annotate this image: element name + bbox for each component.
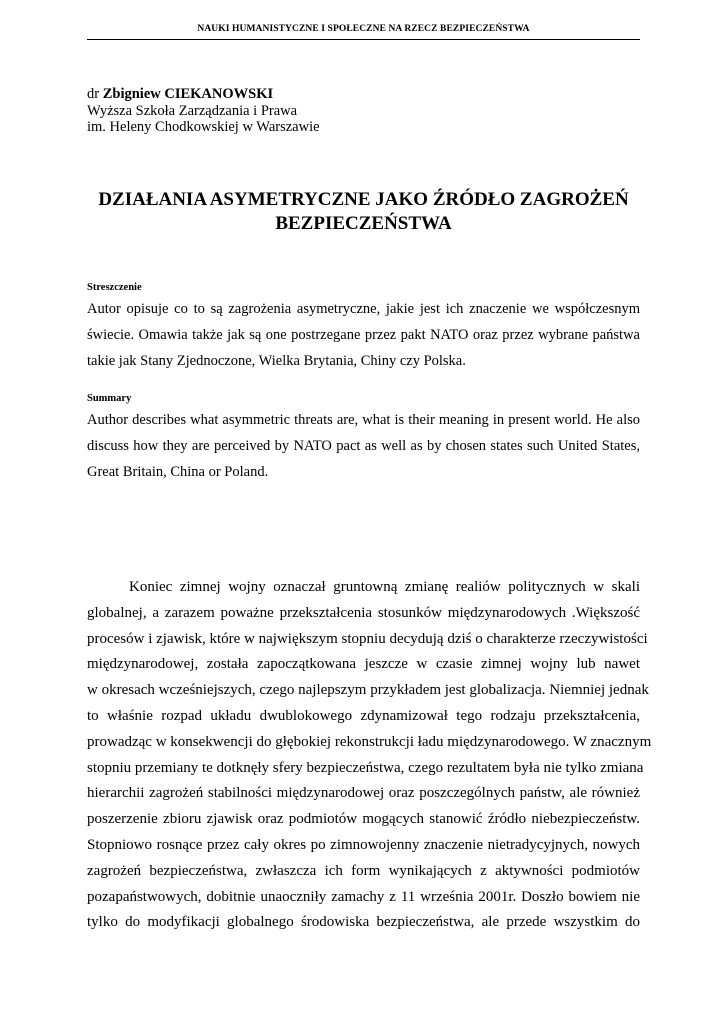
paper-title [87, 188, 640, 236]
body-line: Koniec zimnej wojny oznaczał gruntowną zmianę realiów politycznych w skali [129, 579, 640, 595]
streszczenie-label: Streszczenie [87, 282, 142, 293]
streszczenie-text [87, 296, 640, 374]
summary-text [87, 407, 640, 485]
body-line: tylko do modyfikacji globalnego środowiska bezpieczeństwa, ale przede wszystkim do [87, 914, 640, 931]
body-line: międzynarodowej, została zapoczątkowana jeszcze w czasie zimnej wojny lub nawet [87, 656, 640, 673]
author-block [87, 86, 320, 136]
author-affiliation-1: Wyższa Szkoła Zarządzania i Prawa [87, 102, 298, 119]
body-line: w okresach wcześniejszych, czego najlepszym przykładem jest globalizacja. Niemniej jednak [87, 682, 649, 699]
author-line [87, 86, 320, 103]
body-line: hierarchii zagrożeń stabilności międzynarodowej oraz poszczególnych państw, ale również [87, 785, 640, 802]
body-line: to właśnie rozpad układu dwublokowego zdynamizował tego rodzaju przekształcenia, [87, 707, 640, 724]
body-line: procesów i zjawisk, które w największym stopniu decydują dziś o charakterze rzeczywistości [87, 630, 648, 647]
body-line: globalnej, a zarazem poważne przekształcenia stosunków międzynarodowych .Większość [87, 604, 640, 621]
streszczenie-line: takie jak Stany Zjednoczone, Wielka Brytania, Chiny czy Polska. [87, 353, 466, 369]
body-line: stopniu przemiany te dotknęły sfery bezpieczeństwa, czego rezultatem była nie tylko zmiana [87, 759, 644, 776]
author-degree: dr [87, 86, 100, 102]
summary-line: Author describes what asymmetric threats are, what is their meaning in present world. He also [87, 412, 640, 428]
streszczenie-line: świecie. Omawia także jak są one postrzegane przez pakt NATO oraz przez wybrane państwa [87, 327, 640, 343]
header-rule [87, 39, 640, 40]
title-line-2: BEZPIECZEŃSTWA [275, 213, 452, 234]
body-paragraph [87, 575, 652, 936]
body-line: Stopniowo rosnące przez cały okres po zimnowojenny znaczenie nietradycyjnych, nowych [87, 836, 640, 853]
streszczenie-line: Autor opisuje co to są zagrożenia asymetryczne, jakie jest ich znaczenie we współczesnym [87, 301, 640, 317]
author-affiliation-2: im. Heleny Chodkowskiej w Warszawie [87, 119, 320, 135]
body-line: poszerzenie zbioru zjawisk oraz podmiotów mogących stanowić źródło niebezpieczeństw. [87, 811, 640, 828]
title-line-1: DZIAŁANIA ASYMETRYCZNE JAKO ŹRÓDŁO ZAGROŻEŃ [98, 189, 629, 210]
body-line: pozapaństwowych, dobitnie unaoczniły zamachy z 11 września 2001r. Doszło bowiem nie [87, 888, 640, 905]
author-name: Zbigniew CIEKANOWSKI [102, 86, 274, 102]
body-line: prowadząc w konsekwencji do głębokiej rekonstrukcji ładu międzynarodowego. W znacznym [87, 733, 652, 750]
running-header: NAUKI HUMANISTYCZNE I SPOŁECZNE NA RZECZ BEZPIECZEŃSTWA [197, 24, 530, 34]
summary-line: Great Britain, China or Poland. [87, 464, 269, 480]
body-line: zagrożeń bezpieczeństwa, zwłaszcza ich form wynikających z aktywności podmiotów [87, 862, 640, 879]
summary-line: discuss how they are perceived by NATO pact as well as by chosen states such United States, [87, 438, 640, 454]
summary-label: Summary [87, 393, 132, 404]
